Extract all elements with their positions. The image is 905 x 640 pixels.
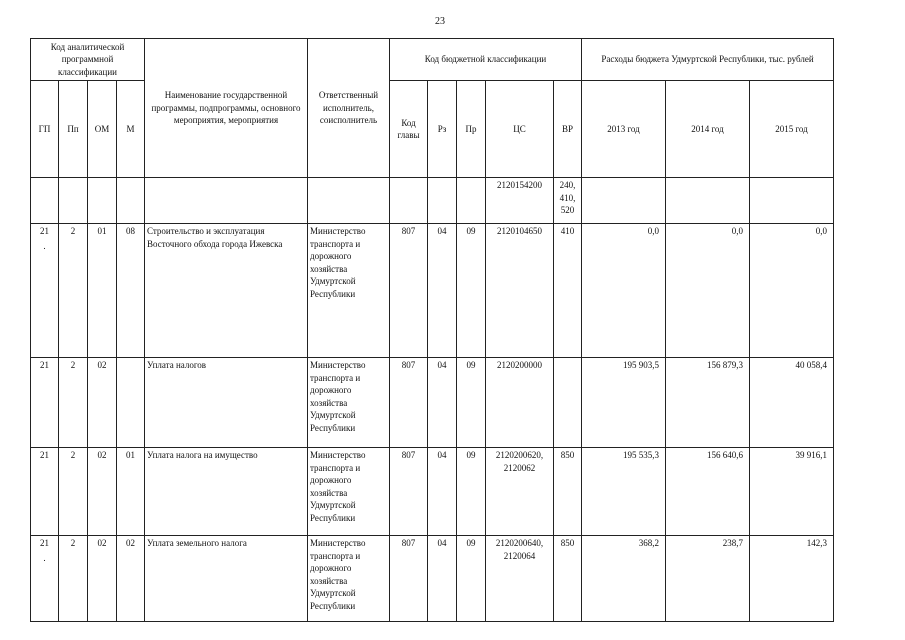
dot-mark: . [43, 240, 46, 251]
cell-name: Уплата налога на имущество [145, 448, 308, 536]
cell-pr: 09 [457, 224, 486, 358]
cell-cs: 2120200000 [486, 358, 554, 448]
cell-2013: 368,2 [582, 536, 666, 622]
cell-kod-glavy: 807 [390, 448, 428, 536]
cell-rz: 04 [428, 536, 457, 622]
cell-2014: 156 640,6 [666, 448, 750, 536]
header-cs: ЦС [486, 81, 554, 178]
cell-rz: 04 [428, 358, 457, 448]
table-row [31, 448, 834, 536]
cell-m: 08 [117, 224, 145, 358]
header-2013: 2013 год [582, 81, 666, 178]
table-row [31, 224, 834, 358]
cell-gp [31, 224, 59, 358]
cell-m: 02 [117, 536, 145, 622]
cell-pr: 09 [457, 448, 486, 536]
header-code-analytic: Код аналитической программной классификации [31, 39, 145, 81]
header-rz: Рз [428, 81, 457, 178]
cell-vr: 850 [554, 536, 582, 622]
cell-vr [554, 358, 582, 448]
cell-2013: 195 903,5 [582, 358, 666, 448]
cell-pp: 2 [59, 224, 88, 358]
cell-rz: 04 [428, 448, 457, 536]
header-pr: Пр [457, 81, 486, 178]
cell-responsible [308, 178, 390, 224]
cell-m [117, 358, 145, 448]
cell-kod-glavy [390, 178, 428, 224]
cell-responsible: Министерство транспорта и дорожного хозяйства Удмуртской Республики [308, 448, 390, 536]
cell-2014: 156 879,3 [666, 358, 750, 448]
cell-2013: 0,0 [582, 224, 666, 358]
header-budget-code: Код бюджетной классификации [390, 39, 582, 81]
cell-pr: 09 [457, 358, 486, 448]
table-row [31, 358, 834, 448]
cell-om: 02 [88, 536, 117, 622]
cell-gp [31, 178, 59, 224]
cell-kod-glavy: 807 [390, 536, 428, 622]
cell-pr: 09 [457, 536, 486, 622]
header-om: ОМ [88, 81, 117, 178]
cell-vr: 240, 410, 520 [554, 178, 582, 224]
cell-2015: 0,0 [750, 224, 834, 358]
dot-mark: . [43, 552, 46, 563]
cell-om: 02 [88, 358, 117, 448]
cell-rz [428, 178, 457, 224]
cell-m: 01 [117, 448, 145, 536]
cell-vr: 410 [554, 224, 582, 358]
cell-2015: 39 916,1 [750, 448, 834, 536]
cell-gp [31, 536, 59, 622]
table-row [31, 178, 834, 224]
cell-2015: 40 058,4 [750, 358, 834, 448]
cell-pp [59, 178, 88, 224]
cell-vr: 850 [554, 448, 582, 536]
cell-rz: 04 [428, 224, 457, 358]
cell-cs: 2120104650 [486, 224, 554, 358]
cell-responsible: Министерство транспорта и дорожного хозяйства Удмуртской Республики [308, 358, 390, 448]
cell-cs: 2120154200 [486, 178, 554, 224]
header-2014: 2014 год [666, 81, 750, 178]
cell-cs: 2120200640, 2120064 [486, 536, 554, 622]
cell-pp: 2 [59, 536, 88, 622]
header-gp: ГП [31, 81, 59, 178]
cell-pp: 2 [59, 448, 88, 536]
cell-responsible: Министерство транспорта и дорожного хозяйства Удмуртской Республики [308, 224, 390, 358]
header-kod-glavy: Код главы [390, 81, 428, 178]
page-number: 23 [435, 16, 445, 27]
header-expenses: Расходы бюджета Удмуртской Республики, тыс. рублей [582, 39, 834, 81]
cell-name: Уплата налогов [145, 358, 308, 448]
header-2015: 2015 год [750, 81, 834, 178]
header-vr: ВР [554, 81, 582, 178]
cell-gp: 21 [31, 448, 59, 536]
cell-m [117, 178, 145, 224]
cell-cs: 2120200620, 2120062 [486, 448, 554, 536]
cell-gp: 21 [31, 358, 59, 448]
cell-pp: 2 [59, 358, 88, 448]
cell-pr [457, 178, 486, 224]
cell-2014: 238,7 [666, 536, 750, 622]
cell-2015 [750, 178, 834, 224]
cell-2013 [582, 178, 666, 224]
cell-om: 01 [88, 224, 117, 358]
cell-responsible: Министерство транспорта и дорожного хозяйства Удмуртской Республики [308, 536, 390, 622]
header-pp: Пп [59, 81, 88, 178]
gp-value: 21 [40, 226, 49, 236]
header-responsible: Ответственный исполнитель, соисполнитель [308, 39, 390, 178]
cell-2014 [666, 178, 750, 224]
cell-2015: 142,3 [750, 536, 834, 622]
cell-2013: 195 535,3 [582, 448, 666, 536]
budget-table [30, 38, 834, 622]
cell-name: Строительство и эксплуатация Восточного обхода города Ижевска [145, 224, 308, 358]
cell-name: Уплата земельного налога [145, 536, 308, 622]
cell-om: 02 [88, 448, 117, 536]
cell-kod-glavy: 807 [390, 358, 428, 448]
header-m: М [117, 81, 145, 178]
cell-name [145, 178, 308, 224]
cell-om [88, 178, 117, 224]
table-row [31, 536, 834, 622]
cell-2014: 0,0 [666, 224, 750, 358]
gp-value: 21 [40, 538, 49, 548]
cell-kod-glavy: 807 [390, 224, 428, 358]
header-name: Наименование государственной программы, подпрограммы, основного мероприятия, мероприятия [145, 39, 308, 178]
